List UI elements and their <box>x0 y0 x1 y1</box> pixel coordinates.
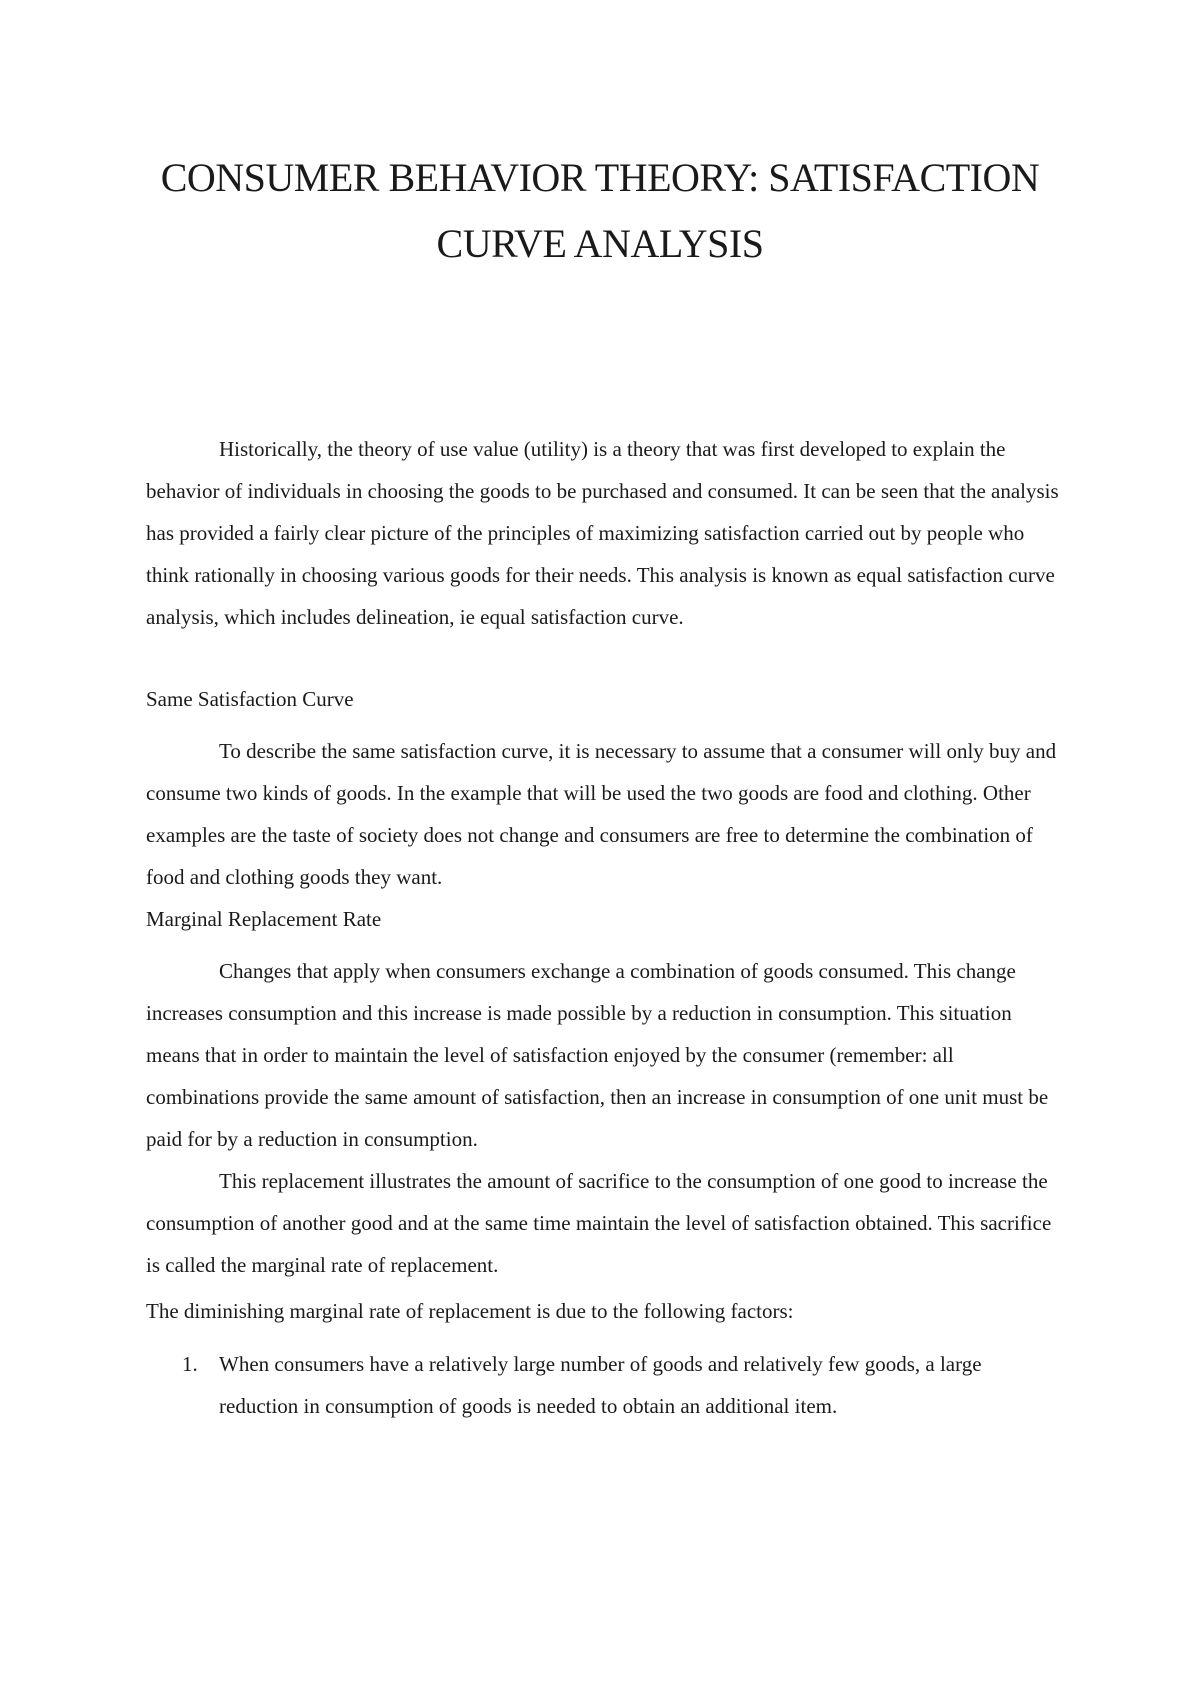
factors-list <box>146 1343 1066 1427</box>
document-title <box>0 145 1200 277</box>
intro-paragraph: Historically, the theory of use value (utility) is a theory that was first developed to explain the behavior of individuals in choosing the goods to be purchased and consumed. It can be seen that the analysis has provided a fairly clear picture of the principles of maximizing satisfaction carried out by people who think rationally in choosing various goods for their needs. This analysis is known as equal satisfaction curve analysis, which includes delineation, ie equal satisfaction curve. <box>146 437 1059 629</box>
section2-paragraph-1: Changes that apply when consumers exchange a combination of goods consumed. This change increases consumption and this increase is made possible by a reduction in consumption. This situation means that in order to maintain the level of satisfaction enjoyed by the consumer (remember: all combinations provide the same amount of satisfaction, then an increase in consumption of one unit must be paid for by a reduction in consumption. <box>146 959 1049 1151</box>
document-title-line-1: CONSUMER BEHAVIOR THEORY: SATISFACTION <box>160 155 1040 200</box>
section2-body-2 <box>146 1160 1066 1286</box>
section-heading: Marginal Replacement Rate <box>146 907 382 931</box>
document-title-line-2: CURVE ANALYSIS <box>436 221 764 266</box>
list-item-text: When consumers have a relatively large number of goods and relatively few goods, a large reduction in consumption of goods is needed to obtain an additional item. <box>219 1352 982 1418</box>
section2-paragraph-2: This replacement illustrates the amount of sacrifice to the consumption of one good to increase the consumption of another good and at the same time maintain the level of satisfaction obtained. This sacrifice is called the marginal rate of replacement. <box>146 1169 1052 1277</box>
section2-body <box>146 950 1066 1160</box>
factors-intro: The diminishing marginal rate of replacement is due to the following factors: <box>146 1299 794 1323</box>
section-marginal-replacement-rate <box>146 898 1066 940</box>
section-heading: Same Satisfaction Curve <box>146 687 354 711</box>
list-item-number: 1. <box>182 1352 198 1376</box>
intro-section <box>146 428 1066 638</box>
section-same-satisfaction-curve <box>146 678 1066 720</box>
section1-body <box>146 730 1066 898</box>
section1-paragraph: To describe the same satisfaction curve, it is necessary to assume that a consumer will only buy and consume two kinds of goods. In the example that will be used the two goods are food and clothing. Other examples are the taste of society does not change and consumers are free to determine the combination of food and clothing goods they want. <box>146 739 1057 889</box>
factors-intro-block <box>146 1290 1066 1332</box>
list-item <box>146 1343 1066 1427</box>
